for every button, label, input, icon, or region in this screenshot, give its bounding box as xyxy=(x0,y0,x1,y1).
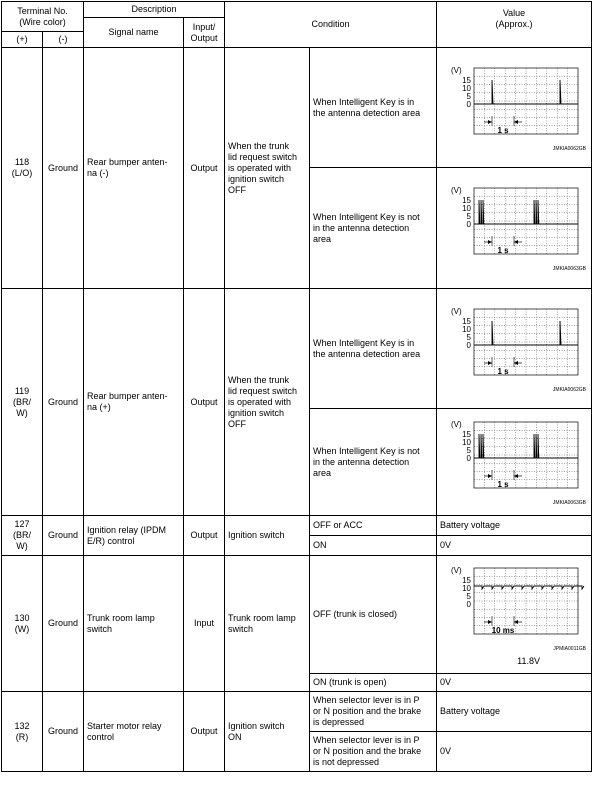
time-scale-label: 1 s xyxy=(497,125,509,135)
condition-sub: ON (trunk is open) xyxy=(310,674,437,692)
header-plus: (+) xyxy=(2,32,43,48)
header-description: Description xyxy=(84,2,225,18)
axis-tick-label: 0 xyxy=(466,600,472,609)
header-value: Value (Approx.) xyxy=(437,2,592,48)
condition-sub: When Intelligent Key is not in the antenna detection area xyxy=(310,409,437,516)
time-scale-label: 1 s xyxy=(497,246,509,255)
header-condition: Condition xyxy=(225,2,437,48)
terminal-minus: Ground xyxy=(43,516,84,556)
condition-sub: ON xyxy=(310,536,437,556)
value-waveform xyxy=(437,409,592,516)
condition-sub: When Intelligent Key is in the antenna detection area xyxy=(310,289,437,409)
condition-sub: When Intelligent Key is in the antenna detection area xyxy=(310,48,437,168)
condition-sub: When Intelligent Key is not in the antenna detection area xyxy=(310,168,437,289)
terminal-minus: Ground xyxy=(43,692,84,772)
value-text: Battery voltage xyxy=(437,516,592,536)
value-text: 0V xyxy=(437,674,592,692)
value-text: 11.8V xyxy=(517,656,541,666)
waveform-graph xyxy=(440,182,588,274)
axis-tick-label: 15 xyxy=(462,196,472,205)
axis-tick-label: 0 xyxy=(466,454,472,463)
condition-main: When the trunk lid request switch is operated with ignition switch OFF xyxy=(225,289,310,516)
value-waveform xyxy=(437,289,592,409)
time-scale-label: 10 ms xyxy=(491,626,515,635)
signal-name: Rear bumper anten- na (-) xyxy=(84,48,184,289)
input-output: Output xyxy=(184,48,225,289)
terminal-plus: 119 (BR/ W) xyxy=(2,289,43,516)
waveform-graph xyxy=(440,562,588,654)
axis-tick-label: 0 xyxy=(466,99,472,109)
axis-unit-label: (V) xyxy=(451,306,462,316)
value-waveform xyxy=(437,168,592,289)
waveform-svg xyxy=(440,303,588,395)
waveform-svg xyxy=(440,62,588,154)
value-waveform xyxy=(437,556,592,674)
waveform-graph xyxy=(440,416,588,508)
value-text: 0V xyxy=(437,536,592,556)
waveform-graph xyxy=(440,303,588,395)
axis-tick-label: 5 xyxy=(466,212,472,221)
value-text: Battery voltage xyxy=(437,692,592,732)
signal-name: Ignition relay (IPDM E/R) control xyxy=(84,516,184,556)
axis-tick-label: 10 xyxy=(462,584,472,593)
axis-unit-label: (V) xyxy=(451,65,462,75)
axis-tick-label: 0 xyxy=(466,220,472,229)
condition-sub: OFF (trunk is closed) xyxy=(310,556,437,674)
figure-code: JMKIA0062GB xyxy=(552,386,587,393)
header-terminal-no: Terminal No. (Wire color) xyxy=(2,2,84,32)
waveform-graph xyxy=(440,62,588,154)
axis-tick-label: 5 xyxy=(466,91,472,101)
terminal-plus: 118 (L/O) xyxy=(2,48,43,289)
input-output: Input xyxy=(184,556,225,692)
axis-tick-label: 15 xyxy=(462,75,472,85)
time-scale-label: 1 s xyxy=(497,366,509,376)
figure-code: JMKIA0062GB xyxy=(552,145,587,152)
figure-code: JMKIA0063GB xyxy=(552,266,587,272)
terminal-spec-table xyxy=(1,1,592,772)
signal-name: Trunk room lamp switch xyxy=(84,556,184,692)
axis-tick-label: 10 xyxy=(462,204,472,213)
terminal-plus: 132 (R) xyxy=(2,692,43,772)
condition-main: Ignition switch xyxy=(225,516,310,556)
condition-main: Ignition switch ON xyxy=(225,692,310,772)
axis-tick-label: 10 xyxy=(462,438,472,447)
condition-main: When the trunk lid request switch is operated with ignition switch OFF xyxy=(225,48,310,289)
waveform-svg xyxy=(440,182,588,274)
header-minus: (-) xyxy=(43,32,84,48)
axis-tick-label: 15 xyxy=(462,576,472,585)
figure-code: JMKIA0063GB xyxy=(552,500,587,506)
axis-unit-label: (V) xyxy=(451,186,462,195)
terminal-minus: Ground xyxy=(43,289,84,516)
header-input-output: Input/ Output xyxy=(184,18,225,48)
axis-unit-label: (V) xyxy=(451,566,462,575)
signal-name: Rear bumper anten- na (+) xyxy=(84,289,184,516)
waveform-svg xyxy=(440,416,588,508)
input-output: Output xyxy=(184,516,225,556)
waveform-svg xyxy=(440,562,588,654)
axis-tick-label: 10 xyxy=(462,324,472,334)
figure-code: JPMIA0011GB xyxy=(553,646,587,652)
signal-name: Starter motor relay control xyxy=(84,692,184,772)
axis-tick-label: 5 xyxy=(466,446,472,455)
value-text: 0V xyxy=(437,732,592,772)
input-output: Output xyxy=(184,289,225,516)
condition-sub: When selector lever is in P or N position and the brake is depressed xyxy=(310,692,437,732)
terminal-plus: 130 (W) xyxy=(2,556,43,692)
value-waveform xyxy=(437,48,592,168)
axis-tick-label: 5 xyxy=(466,332,472,342)
axis-tick-label: 15 xyxy=(462,316,472,326)
condition-sub: OFF or ACC xyxy=(310,516,437,536)
time-scale-label: 1 s xyxy=(497,480,509,489)
axis-tick-label: 0 xyxy=(466,340,472,350)
axis-tick-label: 10 xyxy=(462,83,472,93)
terminal-minus: Ground xyxy=(43,48,84,289)
axis-tick-label: 15 xyxy=(462,430,472,439)
terminal-plus: 127 (BR/ W) xyxy=(2,516,43,556)
axis-tick-label: 5 xyxy=(466,592,472,601)
input-output: Output xyxy=(184,692,225,772)
condition-main: Trunk room lamp switch xyxy=(225,556,310,692)
condition-sub: When selector lever is in P or N position and the brake is not depressed xyxy=(310,732,437,772)
header-signal-name: Signal name xyxy=(84,18,184,48)
axis-unit-label: (V) xyxy=(451,420,462,429)
terminal-minus: Ground xyxy=(43,556,84,692)
